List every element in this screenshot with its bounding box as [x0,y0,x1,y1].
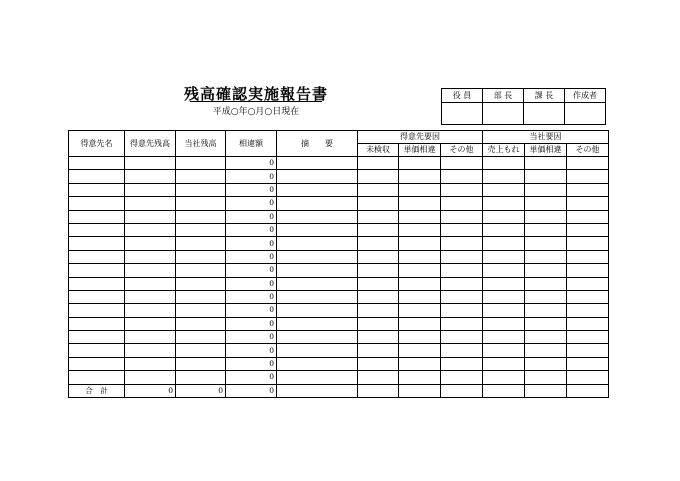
summary-cell[interactable] [277,357,358,370]
summary-cell[interactable] [277,157,358,170]
customer-other-cell[interactable] [441,277,483,290]
total-label: 合 計 [69,384,125,397]
approval-stamp-box[interactable] [565,103,606,125]
customer-other-cell[interactable] [441,183,483,196]
sales-omission-cell[interactable] [483,290,525,303]
header-customer-causes: 得意先要因 [358,131,483,144]
summary-cell[interactable] [277,170,358,183]
total-own-balance[interactable]: 0 [176,384,226,397]
customer-other-cell[interactable] [441,250,483,263]
sales-omission-cell[interactable] [483,277,525,290]
sales-omission-cell[interactable] [483,357,525,370]
summary-cell[interactable] [277,250,358,263]
header-summary: 摘 要 [277,131,358,157]
customer-other-cell[interactable] [441,170,483,183]
customer-price-diff-cell[interactable] [399,237,441,250]
unaccepted-cell[interactable] [358,223,399,236]
unaccepted-cell[interactable] [358,237,399,250]
difference-cell[interactable]: 0 [226,277,277,290]
sales-omission-cell[interactable] [483,250,525,263]
approval-label-section-head: 課 長 [524,89,565,103]
sales-omission-cell[interactable] [483,237,525,250]
difference-cell[interactable]: 0 [226,290,277,303]
customer-price-diff-cell[interactable] [399,223,441,236]
own-balance-cell[interactable] [176,290,226,303]
customer-balance-cell[interactable] [125,223,176,236]
customer-price-diff-cell[interactable] [399,317,441,330]
customer-balance-cell[interactable] [125,197,176,210]
cell[interactable] [567,384,609,397]
table-row [69,183,609,196]
unaccepted-cell[interactable] [358,317,399,330]
summary-cell[interactable] [277,317,358,330]
own-price-diff-cell[interactable] [525,277,567,290]
header-sales-omission: 売上もれ [483,144,525,157]
header-customer-name: 得意先名 [69,131,125,157]
difference-cell[interactable]: 0 [226,223,277,236]
table-body [69,157,609,385]
sales-omission-cell[interactable] [483,210,525,223]
sales-omission-cell[interactable] [483,344,525,357]
own-balance-cell[interactable] [176,304,226,317]
table-row [69,357,609,370]
unaccepted-cell[interactable] [358,264,399,277]
customer-price-diff-cell[interactable] [399,304,441,317]
own-price-diff-cell[interactable] [525,290,567,303]
own-price-diff-cell[interactable] [525,317,567,330]
customer-name-cell[interactable] [69,357,125,370]
summary-cell[interactable] [277,264,358,277]
own-price-diff-cell[interactable] [525,250,567,263]
customer-name-cell[interactable] [69,264,125,277]
table-row [69,157,609,170]
summary-cell[interactable] [277,371,358,384]
unaccepted-cell[interactable] [358,170,399,183]
difference-cell[interactable]: 0 [226,264,277,277]
customer-balance-cell[interactable] [125,344,176,357]
customer-name-cell[interactable] [69,157,125,170]
sales-omission-cell[interactable] [483,371,525,384]
summary-cell[interactable] [277,197,358,210]
own-price-diff-cell[interactable] [525,331,567,344]
customer-price-diff-cell[interactable] [399,371,441,384]
own-balance-cell[interactable] [176,223,226,236]
cell[interactable] [277,384,358,397]
header-own-price-diff: 単価相違 [525,144,567,157]
total-difference[interactable]: 0 [226,384,277,397]
customer-name-cell[interactable] [69,210,125,223]
customer-other-cell[interactable] [441,317,483,330]
customer-name-cell[interactable] [69,237,125,250]
own-balance-cell[interactable] [176,170,226,183]
customer-price-diff-cell[interactable] [399,264,441,277]
own-price-diff-cell[interactable] [525,210,567,223]
customer-other-cell[interactable] [441,197,483,210]
own-other-cell[interactable] [567,371,609,384]
own-other-cell[interactable] [567,183,609,196]
unaccepted-cell[interactable] [358,183,399,196]
own-price-diff-cell[interactable] [525,344,567,357]
customer-balance-cell[interactable] [125,290,176,303]
summary-cell[interactable] [277,277,358,290]
header-customer-balance: 得意先残高 [125,131,176,157]
difference-cell[interactable]: 0 [226,237,277,250]
approval-stamp-box[interactable] [524,103,565,125]
cell[interactable] [399,384,441,397]
sales-omission-cell[interactable] [483,264,525,277]
approval-label-preparer: 作成者 [565,89,606,103]
customer-balance-cell[interactable] [125,304,176,317]
table-row [69,223,609,236]
summary-cell[interactable] [277,304,358,317]
approval-label-officer: 役 員 [442,89,483,103]
own-balance-cell[interactable] [176,371,226,384]
cell[interactable] [525,384,567,397]
unaccepted-cell[interactable] [358,371,399,384]
own-price-diff-cell[interactable] [525,223,567,236]
own-balance-cell[interactable] [176,237,226,250]
customer-balance-cell[interactable] [125,331,176,344]
unaccepted-cell[interactable] [358,157,399,170]
difference-cell[interactable]: 0 [226,357,277,370]
difference-cell[interactable]: 0 [226,250,277,263]
customer-name-cell[interactable] [69,183,125,196]
summary-cell[interactable] [277,183,358,196]
own-other-cell[interactable] [567,317,609,330]
header-own-causes: 当社要因 [483,131,609,144]
customer-other-cell[interactable] [441,290,483,303]
summary-cell[interactable] [277,331,358,344]
difference-cell[interactable]: 0 [226,331,277,344]
sales-omission-cell[interactable] [483,170,525,183]
difference-cell[interactable]: 0 [226,183,277,196]
customer-name-cell[interactable] [69,344,125,357]
unaccepted-cell[interactable] [358,197,399,210]
own-balance-cell[interactable] [176,331,226,344]
own-balance-cell[interactable] [176,157,226,170]
table-row [69,371,609,384]
unaccepted-cell[interactable] [358,290,399,303]
header-unaccepted: 未検収 [358,144,399,157]
own-other-cell[interactable] [567,304,609,317]
own-balance-cell[interactable] [176,197,226,210]
customer-balance-cell[interactable] [125,277,176,290]
header-difference: 相違額 [226,131,277,157]
header-own-other: その他 [567,144,609,157]
customer-other-cell[interactable] [441,264,483,277]
customer-price-diff-cell[interactable] [399,170,441,183]
customer-name-cell[interactable] [69,170,125,183]
summary-cell[interactable] [277,210,358,223]
cell[interactable] [441,384,483,397]
own-balance-cell[interactable] [176,210,226,223]
approval-stamp-box[interactable] [483,103,524,125]
date-line: 平成○年○月○日現在 [212,107,300,117]
own-price-diff-cell[interactable] [525,197,567,210]
customer-balance-cell[interactable] [125,371,176,384]
document-title: 残高確認実施報告書 [183,85,328,103]
table-row [69,237,609,250]
own-price-diff-cell[interactable] [525,157,567,170]
title-underline [190,101,322,102]
customer-balance-cell[interactable] [125,237,176,250]
customer-balance-cell[interactable] [125,317,176,330]
customer-price-diff-cell[interactable] [399,344,441,357]
own-price-diff-cell[interactable] [525,357,567,370]
customer-price-diff-cell[interactable] [399,250,441,263]
sales-omission-cell[interactable] [483,183,525,196]
customer-balance-cell[interactable] [125,264,176,277]
own-balance-cell[interactable] [176,183,226,196]
own-other-cell[interactable] [567,357,609,370]
own-other-cell[interactable] [567,277,609,290]
customer-name-cell[interactable] [69,250,125,263]
sales-omission-cell[interactable] [483,223,525,236]
header-customer-price-diff: 単価相違 [399,144,441,157]
table-row [69,344,609,357]
own-balance-cell[interactable] [176,250,226,263]
header-customer-other: その他 [441,144,483,157]
header-own-balance: 当社残高 [176,131,226,157]
table-row [69,331,609,344]
table-row [69,197,609,210]
customer-balance-cell[interactable] [125,157,176,170]
own-other-cell[interactable] [567,331,609,344]
sales-omission-cell[interactable] [483,157,525,170]
own-other-cell[interactable] [567,237,609,250]
table-row [69,264,609,277]
own-balance-cell[interactable] [176,264,226,277]
own-other-cell[interactable] [567,250,609,263]
own-other-cell[interactable] [567,223,609,236]
cell[interactable] [483,384,525,397]
summary-cell[interactable] [277,223,358,236]
customer-name-cell[interactable] [69,277,125,290]
total-row [69,384,609,397]
unaccepted-cell[interactable] [358,357,399,370]
own-balance-cell[interactable] [176,277,226,290]
customer-name-cell[interactable] [69,223,125,236]
own-other-cell[interactable] [567,264,609,277]
customer-price-diff-cell[interactable] [399,331,441,344]
unaccepted-cell[interactable] [358,331,399,344]
own-price-diff-cell[interactable] [525,170,567,183]
own-other-cell[interactable] [567,210,609,223]
own-price-diff-cell[interactable] [525,304,567,317]
customer-balance-cell[interactable] [125,357,176,370]
own-price-diff-cell[interactable] [525,264,567,277]
own-other-cell[interactable] [567,157,609,170]
customer-name-cell[interactable] [69,317,125,330]
summary-cell[interactable] [277,344,358,357]
difference-cell[interactable]: 0 [226,210,277,223]
sales-omission-cell[interactable] [483,331,525,344]
difference-cell[interactable]: 0 [226,317,277,330]
own-other-cell[interactable] [567,197,609,210]
balance-confirmation-table [68,130,609,398]
customer-price-diff-cell[interactable] [399,197,441,210]
own-balance-cell[interactable] [176,317,226,330]
customer-price-diff-cell[interactable] [399,357,441,370]
unaccepted-cell[interactable] [358,277,399,290]
approval-stamp-box[interactable] [442,103,483,125]
summary-cell[interactable] [277,237,358,250]
customer-price-diff-cell[interactable] [399,157,441,170]
table-row [69,170,609,183]
difference-cell[interactable]: 0 [226,170,277,183]
customer-balance-cell[interactable] [125,183,176,196]
customer-other-cell[interactable] [441,210,483,223]
customer-other-cell[interactable] [441,344,483,357]
own-price-diff-cell[interactable] [525,183,567,196]
unaccepted-cell[interactable] [358,344,399,357]
table-row [69,250,609,263]
customer-other-cell[interactable] [441,237,483,250]
own-balance-cell[interactable] [176,344,226,357]
customer-price-diff-cell[interactable] [399,290,441,303]
approval-stamp-table [441,88,606,125]
cell[interactable] [358,384,399,397]
difference-cell[interactable]: 0 [226,304,277,317]
sales-omission-cell[interactable] [483,304,525,317]
customer-balance-cell[interactable] [125,170,176,183]
customer-other-cell[interactable] [441,357,483,370]
own-price-diff-cell[interactable] [525,371,567,384]
table-row [69,290,609,303]
own-price-diff-cell[interactable] [525,237,567,250]
customer-other-cell[interactable] [441,371,483,384]
customer-balance-cell[interactable] [125,250,176,263]
difference-cell[interactable]: 0 [226,344,277,357]
difference-cell[interactable]: 0 [226,157,277,170]
own-other-cell[interactable] [567,344,609,357]
difference-cell[interactable]: 0 [226,197,277,210]
own-balance-cell[interactable] [176,357,226,370]
customer-price-diff-cell[interactable] [399,277,441,290]
table-row [69,210,609,223]
customer-other-cell[interactable] [441,223,483,236]
sales-omission-cell[interactable] [483,197,525,210]
table-row [69,277,609,290]
customer-other-cell[interactable] [441,331,483,344]
summary-cell[interactable] [277,290,358,303]
table-row [69,304,609,317]
customer-name-cell[interactable] [69,304,125,317]
customer-price-diff-cell[interactable] [399,183,441,196]
customer-name-cell[interactable] [69,371,125,384]
unaccepted-cell[interactable] [358,304,399,317]
customer-other-cell[interactable] [441,157,483,170]
customer-price-diff-cell[interactable] [399,210,441,223]
own-other-cell[interactable] [567,290,609,303]
table-row [69,317,609,330]
customer-other-cell[interactable] [441,304,483,317]
total-customer-balance[interactable]: 0 [125,384,176,397]
unaccepted-cell[interactable] [358,250,399,263]
approval-label-department-head: 部 長 [483,89,524,103]
unaccepted-cell[interactable] [358,210,399,223]
customer-balance-cell[interactable] [125,210,176,223]
difference-cell[interactable]: 0 [226,371,277,384]
customer-name-cell[interactable] [69,197,125,210]
own-other-cell[interactable] [567,170,609,183]
sales-omission-cell[interactable] [483,317,525,330]
customer-name-cell[interactable] [69,331,125,344]
customer-name-cell[interactable] [69,290,125,303]
